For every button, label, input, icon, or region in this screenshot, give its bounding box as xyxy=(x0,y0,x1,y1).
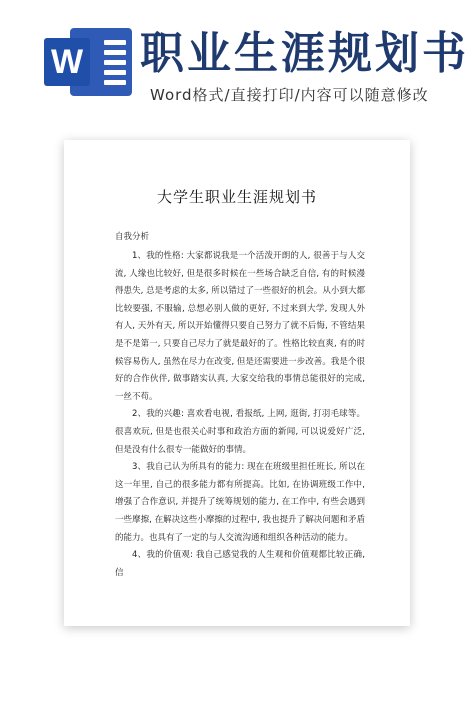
word-icon-letter: W xyxy=(44,38,90,86)
banner-subtitle: Word格式/直接打印/内容可以随意修改 xyxy=(150,86,429,104)
paragraph-interests: 2、我的兴趣: 喜欢看电视, 看报纸, 上网, 逛街, 打羽毛球等。很喜欢玩, 但是也很关心时事和政治方面的新闻, 可以说爱好广泛, 但是没有什么很专一能做好的事情。 xyxy=(115,409,365,455)
document-title: 大学生职业生涯规划书 xyxy=(156,188,317,206)
word-icon xyxy=(44,26,134,98)
document-page xyxy=(64,140,410,626)
paragraph-values: 4、我的价值观: 我自己感觉我的人生观和价值观都比较正确, 信 xyxy=(115,550,365,578)
paragraph-abilities: 3、我自己认为所具有的能力: 现在在班级里担任班长, 所以在这一年里, 自己的很多能力都有所提高。比如, 在协调班级工作中, 增强了合作意识, 并提升了统筹规划的能力, 在工作中, 有些会遇到一些摩擦, 在解决这些小摩擦的过程中, 我也提升了解决问题和矛盾的能力。也具有了一定的与人交流沟通和组织各种活动的能力。 xyxy=(115,462,365,543)
section-heading: 自我分析 xyxy=(115,232,150,242)
header-banner xyxy=(0,0,474,118)
paragraph-personality: 1、我的性格: 大家都说我是一个活泼开朗的人, 很善于与人交流, 人缘也比较好, 但是很多时候在一些场合缺乏自信, 有的时候漫得患失, 总是考虑的太多, 所以错过了一些很好的机会。从小到大都比较要强, 不服输, 总想必别人做的更好, 不过来到大学, 发现人外有人, 天外有天, 所以开始懂得只要自己努力了就不后悔, 不管结果是不是第一, 只要自己尽力了就是最好的了。性格比较直爽, 有的时候容易伤人, 虽然在尽力在改变, 但是还需要进一步改善。我是个很好的合作伙伴, 做事踏实认真, 大家交给我的事情总能很好的完成, 一丝不苟。 xyxy=(115,251,365,402)
document-body xyxy=(115,248,365,582)
banner-title: 职业生涯规划书 xyxy=(140,28,469,79)
